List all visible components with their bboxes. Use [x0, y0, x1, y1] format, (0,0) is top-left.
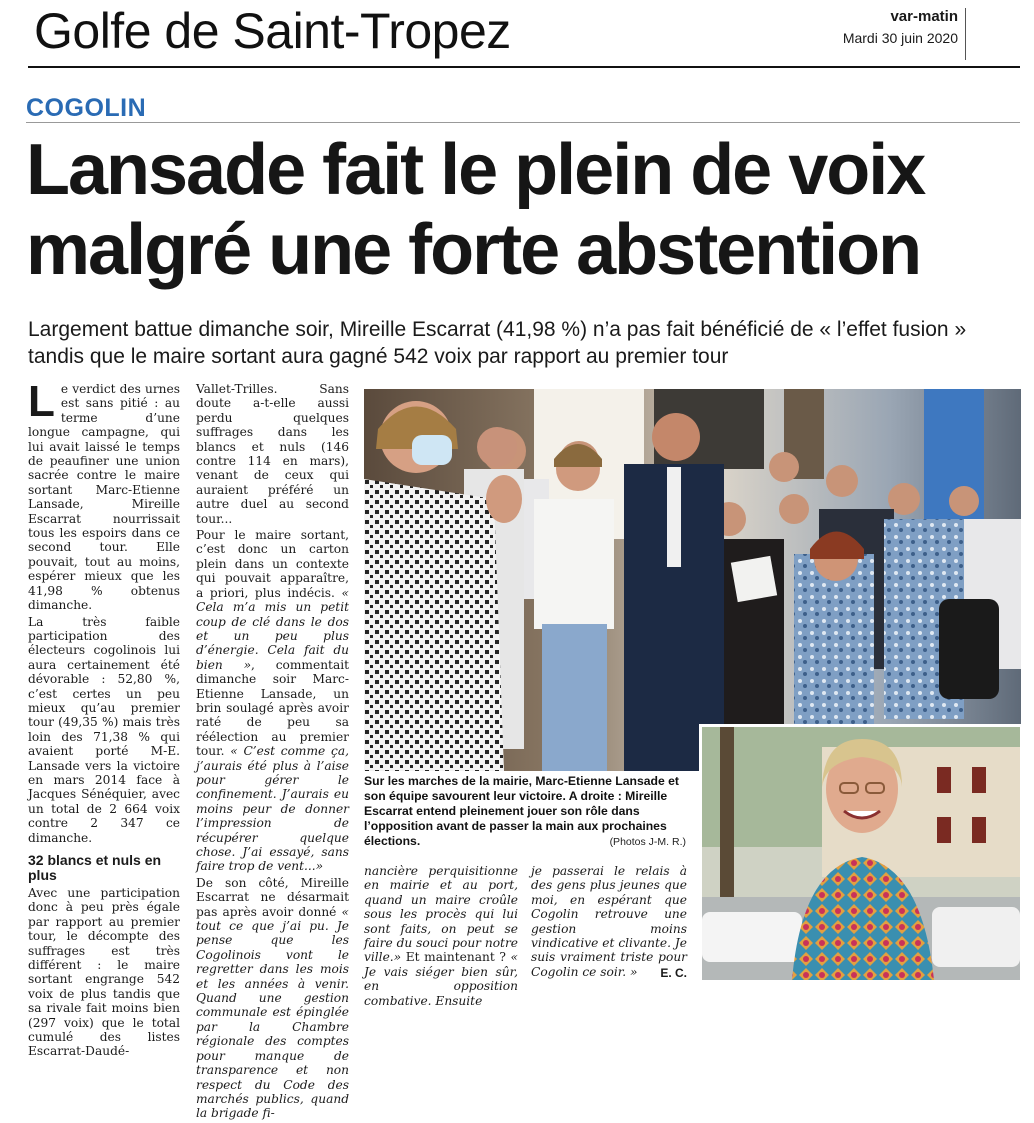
paragraph: Avec une participation donc à peu près égale par rapport au premier tour, le décompte des suffrages est très différent : le maire sortant engrange 542 voix de plus tandis que sa rivale fait moins bien (297 voix) que le total cumulé des listes Escarrat-Daudé-	[28, 886, 180, 1059]
article-column-2	[196, 382, 349, 1123]
kicker-town: COGOLIN	[26, 94, 147, 122]
paragraph-text: , commentait dimanche soir Marc-Etienne Lansade, un brin soulagé après avoir raté de peu sa réélection au premier tour.	[196, 657, 350, 759]
quote: « Cela m’a mis un petit coup de clé dans le dos et un peu plus d’énergie. Cela fait du bien »	[196, 585, 349, 672]
article-column-4	[531, 864, 687, 981]
paragraph	[28, 377, 180, 613]
quote: « Je vais siéger bien sûr, en opposition combative. Ensuite	[364, 950, 518, 1008]
kicker-rule	[26, 122, 1020, 123]
header-rule	[28, 66, 1020, 68]
article-column-3	[364, 864, 518, 1010]
paragraph	[196, 528, 349, 874]
publication-date: Mardi 30 juin 2020	[842, 30, 958, 46]
paragraph	[531, 864, 687, 979]
drop-cap: L	[28, 377, 55, 426]
section-title: Golfe de Saint-Tropez	[34, 3, 511, 59]
paragraph-text: e verdict des urnes est sans pitié : au terme d’une longue campagne, qui lui avait laissé le temps de peaufiner une union sacrée contre le maire sortant Marc-Etienne Lansade, Mireille Escarrat nourrissait tous les espoirs dans ce second tour. Elle pouvait, tout au moins, espérer mieux que les 41,98 % obtenus dimanche.	[28, 382, 180, 613]
quote: nancière perquisitionne en mairie et au port, quand un maire croûle sous les procès qui lui sont faits, on peut se faire du souci pour notre ville.»	[364, 864, 518, 965]
headline-line-1: Lansade fait le plein de voix	[26, 130, 925, 210]
portrait-photo-illustration	[702, 727, 1020, 980]
quote: je passerai le relais à des gens plus jeunes que moi, en espérant que Cogolin retrouve une gestion moins vindicative et clivante. Je suis vraiment triste pour Cogolin ce soir. »	[531, 864, 687, 979]
header-divider	[965, 8, 966, 60]
paragraph-text: Pour le maire sortant, c’est donc un carton plein dans un contexte qui pouvait apparaître, a priori, plus indécis.	[196, 528, 349, 600]
article-column-1	[28, 377, 180, 1061]
paragraph: Vallet-Trilles. Sans doute a-t-elle aussi perdu quelques suffrages dans les blancs et nuls (146 contre 114 en mars), venant de ceux qui auraient préféré un autre duel au second tour...	[196, 382, 349, 526]
headline	[26, 130, 1026, 290]
photo-credit: (Photos J-M. R.)	[609, 836, 686, 848]
paragraph	[364, 864, 518, 1008]
paragraph: La très faible participation des électeurs cogolinois lui aura certainement été dévorable : 52,80 %, c’est certes un peu mieux qu’au premier tour (49,35 %) mais très loin des 71,38 % qui avaient porté M-E. Lansade vers la victoire en mars 2014 face à Jacques Sénéquier, avec un total de 2 664 voix contre 2 347 ce dimanche.	[28, 614, 180, 845]
main-photo	[364, 389, 1021, 771]
newspaper-name: var-matin	[890, 8, 958, 25]
quote: « C’est comme ça, j’aurais été plus à l’aise pour gérer le confinement. J’aurais eu moins peur de donner l’impression de récupérer quelque chose. J’ai essayé, sans faire trop de vent...»	[196, 744, 349, 874]
crowd-photo-illustration	[364, 389, 1021, 771]
inset-photo	[702, 727, 1020, 980]
paragraph	[196, 876, 349, 1121]
author-signature: E. C.	[660, 966, 687, 980]
headline-line-2: malgré une forte abstention	[26, 210, 921, 290]
intertitle: 32 blancs et nuls en plus	[28, 852, 162, 883]
quote: « tout ce que j’ai pu. Je pense que les Cogolinois vont le regretter dans les mois et les années à venir. Quand une gestion communale est épinglée par la Chambre régionale des comptes pour manque de transparence et non respect du Code des marchés publics, quand la brigade fi-	[196, 904, 349, 1121]
standfirst: Largement battue dimanche soir, Mireille Escarrat (41,98 %) n’a pas fait bénéficié de « l’effet fusion » tandis que le maire sortant aura gagné 542 voix par rapport au premier tour	[28, 318, 967, 368]
paragraph-text: De son côté, Mireille Escarrat ne désarmait pas après avoir donné	[196, 875, 349, 919]
paragraph-text: Et maintenant ?	[401, 950, 511, 965]
photo-caption: Sur les marches de la mairie, Marc-Etienne Lansade et son équipe savourent leur victoire. A droite : Mireille Escarrat entend pleinement jouer son rôle dans l’opposition avant de passer la main aux prochaines élections.	[364, 774, 679, 848]
